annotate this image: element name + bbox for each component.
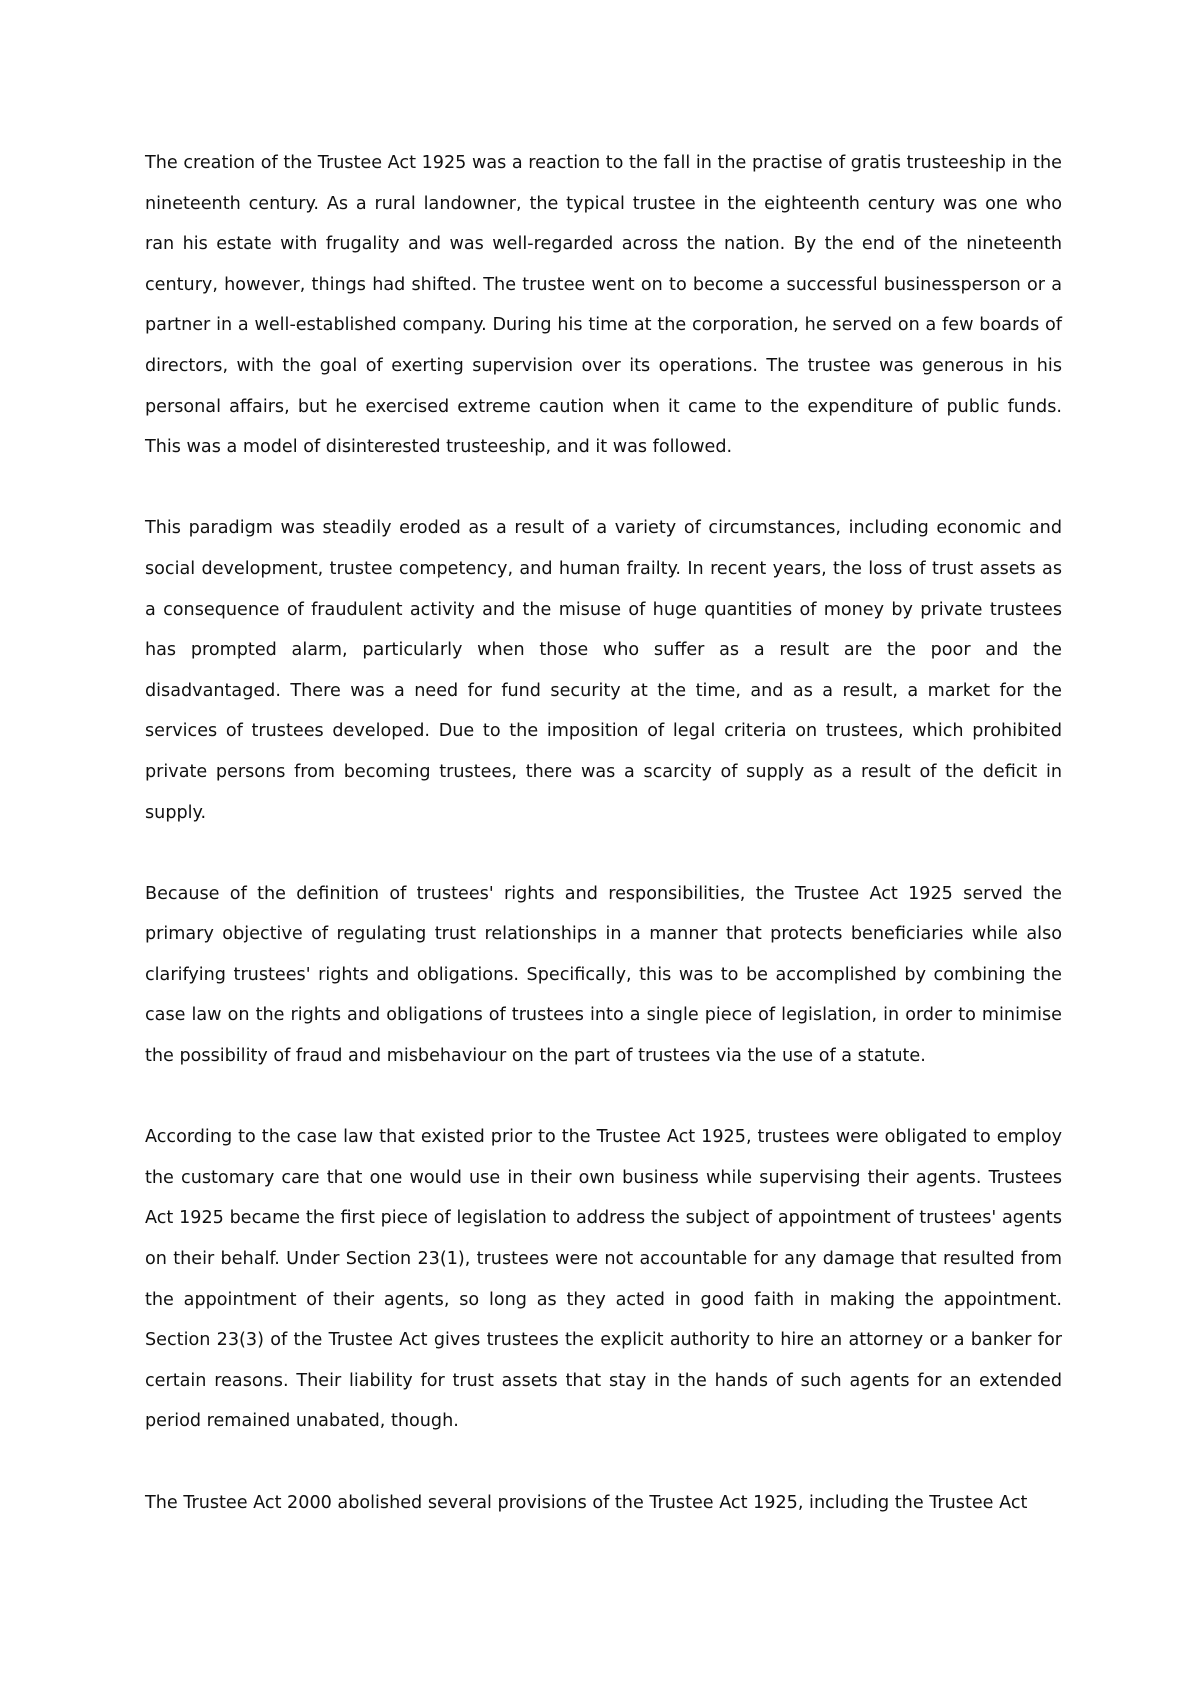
paragraph-trustee-act-2000: The Trustee Act 2000 abolished several provisions of the Trustee Act 1925, including the Trustee Act <box>145 1492 1028 1513</box>
paragraph-paradigm-erosion: This paradigm was steadily eroded as a result of a variety of circumstances, including economic and social development, trustee competency, and human frailty. In recent years, the loss of trust assets as a consequence of fraudulent activity and the misuse of huge quantities of money by private trustees has prompted alarm, particularly when those who suffer as a result are the poor and the disadvantaged. There was a need for fund security at the time, and as a result, a market for the services of trustees developed. Due to the imposition of legal criteria on trustees, which prohibited private persons from becoming trustees, there was a scarcity of supply as a result of the deficit in supply. <box>145 518 1062 823</box>
paragraph-trustee-act-origins: The creation of the Trustee Act 1925 was a reaction to the fall in the practise of gratis trusteeship in the nineteenth century. As a rural landowner, the typical trustee in the eighteenth century was one who ran his estate with frugality and was well-regarded across the nation. By the end of the nineteenth century, however, things had shifted. The trustee went on to become a successful businessperson or a partner in a well-established company. During his time at the corporation, he served on a few boards of directors, with the goal of exerting supervision over its operations. The trustee was generous in his personal affairs, but he exercised extreme caution when it came to the expenditure of public funds. This was a model of disinterested trusteeship, and it was followed. <box>145 153 1062 458</box>
paragraph-agents-case-law: According to the case law that existed prior to the Trustee Act 1925, trustees were obligated to employ the customary care that one would use in their own business while supervising their agents. Trustees Act 1925 became the first piece of legislation to address the subject of appointment of trustees' agents on their behalf. Under Section 23(1), trustees were not accountable for any damage that resulted from the appointment of their agents, so long as they acted in good faith in making the appointment. Section 23(3) of the Trustee Act gives trustees the explicit authority to hire an attorney or a banker for certain reasons. Their liability for trust assets that stay in the hands of such agents for an extended period remained unabated, though. <box>145 1127 1062 1432</box>
document-body <box>145 143 1062 1523</box>
paragraph-primary-objective: Because of the definition of trustees' rights and responsibilities, the Trustee Act 1925 served the primary objective of regulating trust relationships in a manner that protects beneficiaries while also clarifying trustees' rights and obligations. Specifically, this was to be accomplished by combining the case law on the rights and obligations of trustees into a single piece of legislation, in order to minimise the possibility of fraud and misbehaviour on the part of trustees via the use of a statute. <box>145 883 1062 1067</box>
